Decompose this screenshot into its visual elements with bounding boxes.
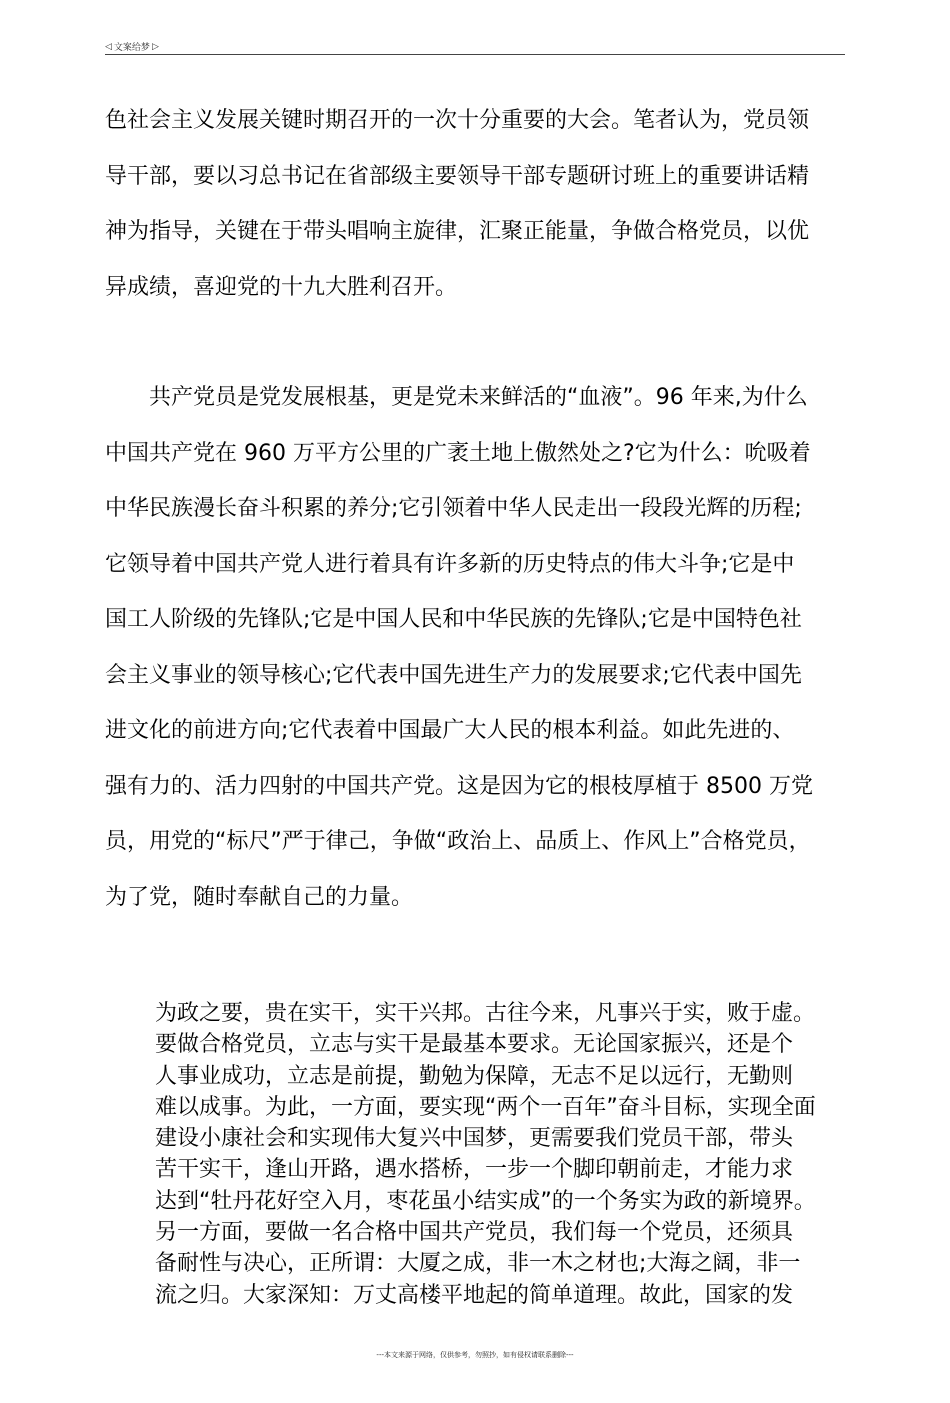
paragraph-1 (105, 93, 850, 315)
paragraph-line: 异成绩，喜迎党的十九大胜利召开。 (105, 274, 458, 300)
paragraph-line: 中华民族漫长奋斗积累的养分;它引领着中华人民走出一段段光辉的历程; (105, 496, 802, 521)
paragraph-line: 国工人阶级的先锋队;它是中国人民和中华民族的先锋队;它是中国特色社 (105, 607, 802, 632)
paragraph-3 (155, 998, 860, 1311)
paragraph-2 (105, 370, 850, 925)
paragraph-line: 为了党，随时奉献自己的力量。 (105, 884, 414, 910)
paragraph-line: 人事业成功，立志是前提，勤勉为保障，无志不足以远行，无勤则 (155, 1063, 794, 1089)
paragraph-line: 苦干实干，逢山开路，遇水搭桥，一步一个脚印朝前走，才能力求 (155, 1157, 794, 1183)
paragraph-line: 达到“牡丹花好空入月，枣花虽小结实成”的一个务实为政的新境界。 (155, 1188, 816, 1214)
paragraph-line: 导干部，要以习总书记在省部级主要领导干部专题研讨班上的重要讲话精 (105, 163, 810, 189)
paragraph-line: 共产党员是党发展根基，更是党未来鲜活的“血液”。96 年来,为什么 (149, 385, 808, 410)
paragraph-line: 中国共产党在 960 万平方公里的广袤土地上傲然处之?它为什么：吮吸着 (105, 440, 811, 466)
paragraph-line: 为政之要，贵在实干，实干兴邦。古往今来，凡事兴于实，败于虚。 (155, 1001, 816, 1026)
paragraph-line: 它领导着中国共产党人进行着具有许多新的历史特点的伟大斗争;它是中 (105, 551, 795, 577)
right-triangle-icon: ▷ (151, 41, 159, 52)
paragraph-line: 备耐性与决心，正所谓：大厦之成，非一木之材也;大海之阔，非一 (155, 1251, 801, 1277)
paragraph-line: 神为指导，关键在于带头唱响主旋律，汇聚正能量，争做合格党员，以优 (105, 219, 810, 244)
paragraph-line: 色社会主义发展关键时期召开的一次十分重要的大会。笔者认为，党员领 (105, 108, 810, 133)
header-divider (105, 54, 845, 55)
paragraph-line: 建设小康社会和实现伟大复兴中国梦，更需要我们党员干部，带头 (155, 1126, 794, 1152)
paragraph-line: 另一方面，要做一名合格中国共产党员，我们每一个党员，还须具 (155, 1220, 794, 1246)
paragraph-line: 会主义事业的领导核心;它代表中国先进生产力的发展要求;它代表中国先 (105, 662, 802, 688)
paragraph-line: 流之归。大家深知：万丈高楼平地起的简单道理。故此，国家的发 (155, 1282, 794, 1308)
paragraph-line: 难以成事。为此，一方面，要实现“两个一百年”奋斗目标，实现全面 (155, 1094, 816, 1120)
left-triangle-icon: ◁ (105, 41, 112, 52)
page-footer: ---本文来源于网络，仅供参考，勿照抄，如有侵权请联系删除--- (376, 1351, 574, 1359)
paragraph-line: 要做合格党员，立志与实干是最基本要求。无论国家振兴，还是个 (155, 1032, 794, 1058)
page-header (105, 40, 159, 53)
paragraph-line: 员，用党的“标尺”严于律己，争做“政治上、品质上、作风上”合格党员， (105, 829, 811, 854)
paragraph-line: 强有力的、活力四射的中国共产党。这是因为它的根枝厚植于 8500 万党 (105, 773, 813, 799)
paragraph-line: 进文化的前进方向;它代表着中国最广大人民的根本利益。如此先进的、 (105, 718, 795, 743)
header-label: 文案给梦 (113, 43, 150, 53)
